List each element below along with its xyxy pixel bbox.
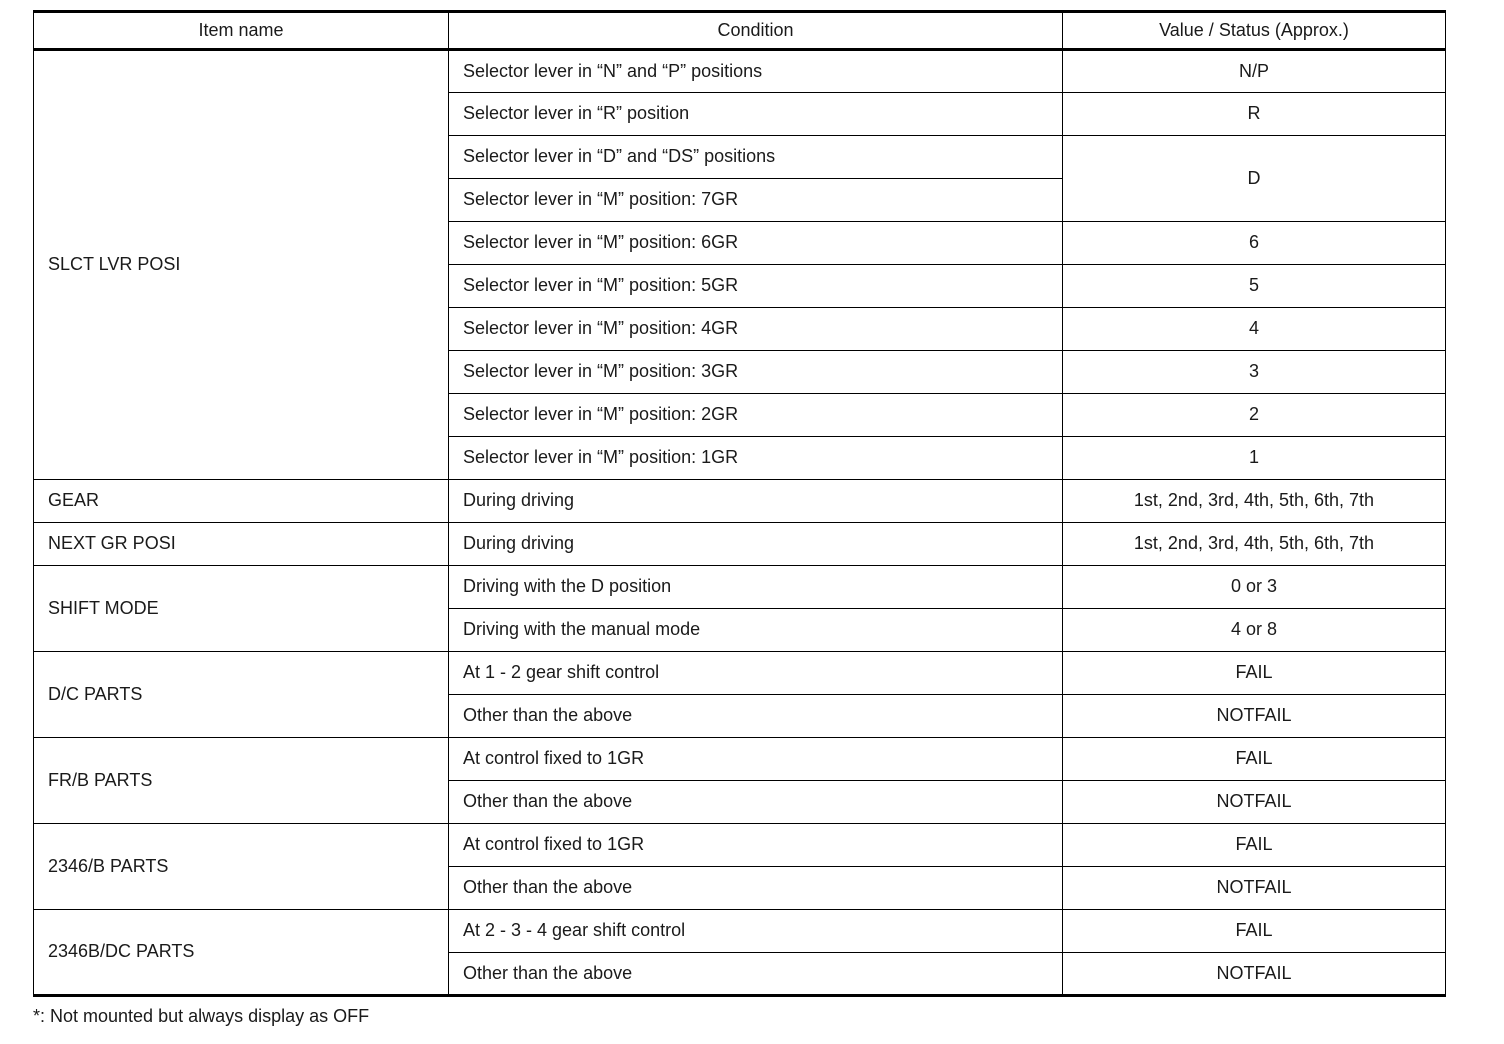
table-row — [34, 480, 1446, 523]
value-status-cell: NOTFAIL — [1063, 781, 1446, 824]
condition-cell: Selector lever in “N” and “P” positions — [449, 50, 1063, 93]
value-status-cell: FAIL — [1063, 824, 1446, 867]
condition-cell: Other than the above — [449, 867, 1063, 910]
condition-cell: At control fixed to 1GR — [449, 824, 1063, 867]
footnote: *: Not mounted but always display as OFF — [33, 1006, 370, 1026]
value-status-cell: R — [1063, 93, 1446, 136]
item-name-cell: NEXT GR POSI — [34, 523, 449, 566]
condition-cell: At control fixed to 1GR — [449, 738, 1063, 781]
column-header-value-status: Value / Status (Approx.) — [1063, 12, 1446, 50]
value-status-cell: 2 — [1063, 394, 1446, 437]
table-row — [34, 824, 1446, 867]
condition-cell: Selector lever in “M” position: 5GR — [449, 265, 1063, 308]
condition-cell: At 2 - 3 - 4 gear shift control — [449, 910, 1063, 953]
value-status-cell: 4 or 8 — [1063, 609, 1446, 652]
value-status-cell: 6 — [1063, 222, 1446, 265]
condition-cell: During driving — [449, 523, 1063, 566]
value-status-cell: NOTFAIL — [1063, 867, 1446, 910]
value-status-cell: D — [1063, 136, 1446, 222]
value-status-cell: N/P — [1063, 50, 1446, 93]
value-status-cell: NOTFAIL — [1063, 953, 1446, 996]
condition-cell: Selector lever in “M” position: 7GR — [449, 179, 1063, 222]
condition-cell: Other than the above — [449, 953, 1063, 996]
condition-cell: Selector lever in “R” position — [449, 93, 1063, 136]
item-name-cell: 2346B/DC PARTS — [34, 910, 449, 996]
condition-cell: Selector lever in “M” position: 6GR — [449, 222, 1063, 265]
condition-cell: During driving — [449, 480, 1063, 523]
item-name-cell: GEAR — [34, 480, 449, 523]
condition-cell: Selector lever in “M” position: 3GR — [449, 351, 1063, 394]
value-status-cell: FAIL — [1063, 738, 1446, 781]
header-row — [34, 12, 1446, 50]
column-header-item-name: Item name — [34, 12, 449, 50]
condition-cell: Driving with the D position — [449, 566, 1063, 609]
item-name-cell: D/C PARTS — [34, 652, 449, 738]
condition-cell: At 1 - 2 gear shift control — [449, 652, 1063, 695]
item-name-cell: SHIFT MODE — [34, 566, 449, 652]
table-row — [34, 50, 1446, 93]
value-status-cell: FAIL — [1063, 652, 1446, 695]
condition-cell: Driving with the manual mode — [449, 609, 1063, 652]
value-status-cell: 3 — [1063, 351, 1446, 394]
table-body — [34, 50, 1446, 996]
table-row — [34, 910, 1446, 953]
diagnostic-data-table — [33, 10, 1446, 997]
value-status-cell: 1st, 2nd, 3rd, 4th, 5th, 6th, 7th — [1063, 480, 1446, 523]
value-status-cell: NOTFAIL — [1063, 695, 1446, 738]
value-status-cell: 5 — [1063, 265, 1446, 308]
document-page — [0, 10, 1504, 1044]
value-status-cell: 1 — [1063, 437, 1446, 480]
item-name-cell: SLCT LVR POSI — [34, 50, 449, 480]
table-row — [34, 523, 1446, 566]
item-name-cell: FR/B PARTS — [34, 738, 449, 824]
value-status-cell: 1st, 2nd, 3rd, 4th, 5th, 6th, 7th — [1063, 523, 1446, 566]
condition-cell: Other than the above — [449, 781, 1063, 824]
value-status-cell: 4 — [1063, 308, 1446, 351]
condition-cell: Selector lever in “M” position: 2GR — [449, 394, 1063, 437]
condition-cell: Selector lever in “M” position: 1GR — [449, 437, 1063, 480]
table-row — [34, 738, 1446, 781]
condition-cell: Selector lever in “D” and “DS” positions — [449, 136, 1063, 179]
value-status-cell: FAIL — [1063, 910, 1446, 953]
value-status-cell: 0 or 3 — [1063, 566, 1446, 609]
table-row — [34, 566, 1446, 609]
item-name-cell: 2346/B PARTS — [34, 824, 449, 910]
condition-cell: Selector lever in “M” position: 4GR — [449, 308, 1063, 351]
condition-cell: Other than the above — [449, 695, 1063, 738]
table-row — [34, 652, 1446, 695]
column-header-condition: Condition — [449, 12, 1063, 50]
